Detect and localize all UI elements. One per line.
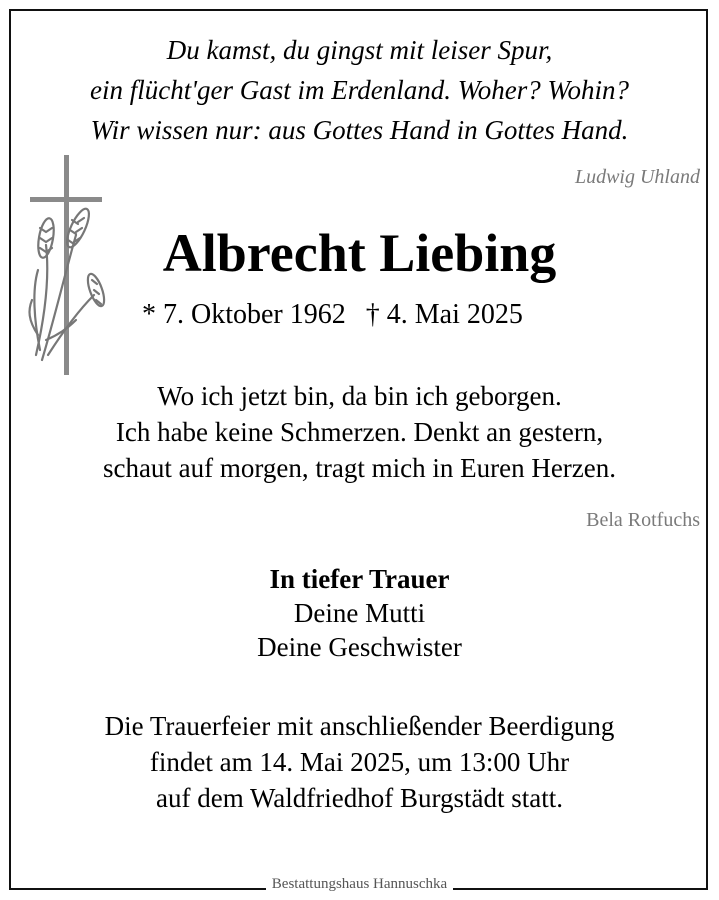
mourner-name: Deine Mutti — [293, 598, 426, 628]
undertaker-name: Bestattungshaus Hannuschka — [266, 876, 453, 892]
quote-author: Bela Rotfuchs — [586, 509, 700, 531]
quote-line: Wo ich jetzt bin, da bin ich geborgen. — [157, 381, 562, 411]
quote-line: Ich habe keine Schmerzen. Denkt an gestern, — [115, 417, 604, 447]
birth-date: * 7. Oktober 1962 — [142, 299, 346, 330]
mourner-name: Deine Geschwister — [257, 632, 462, 662]
funeral-line: Die Trauerfeier mit anschließender Beerdigung — [104, 711, 615, 741]
mourning-heading: In tiefer Trauer — [269, 564, 450, 594]
life-dates — [142, 299, 523, 331]
poem-line: Du kamst, du gingst mit leiser Spur, — [166, 35, 553, 65]
undertaker-credit — [0, 874, 719, 894]
death-date: † 4. Mai 2025 — [365, 299, 523, 330]
poem-line: Wir wissen nur: aus Gottes Hand in Gottes Hand. — [90, 115, 629, 145]
funeral-line: findet am 14. Mai 2025, um 13:00 Uhr — [149, 747, 570, 777]
poem-line: ein flücht'ger Gast im Erdenland. Woher? Wohin? — [90, 75, 629, 105]
funeral-line: auf dem Waldfriedhof Burgstädt statt. — [156, 783, 563, 813]
funeral-info — [0, 708, 719, 816]
opening-poem — [20, 30, 699, 150]
deceased-name: Albrecht Liebing — [162, 223, 557, 283]
quote-line: schaut auf morgen, tragt mich in Euren Herzen. — [102, 453, 617, 483]
poem-author: Ludwig Uhland — [574, 166, 700, 188]
memorial-quote — [0, 378, 719, 486]
mourners-block — [0, 562, 719, 664]
